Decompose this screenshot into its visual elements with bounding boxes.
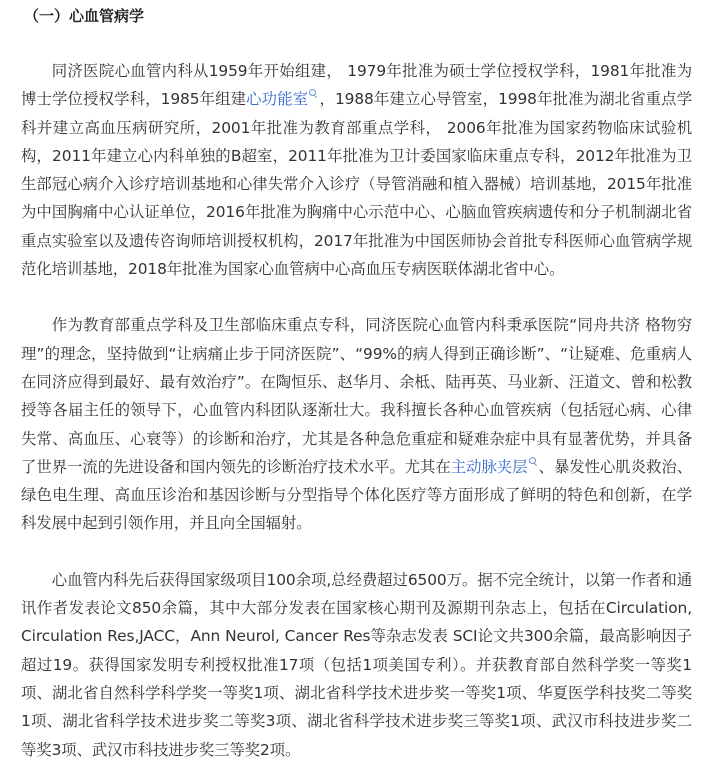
section-title: （一）心血管病学 xyxy=(24,7,145,25)
paragraph-history xyxy=(21,57,692,283)
link-cardiac-function-room[interactable]: 心功能室 xyxy=(246,90,309,109)
paragraph-text: 同济医院心血管内科从1959年开始组建， 1979年批准为硕士学位授权学科，1981年批准为博士学位授权学科，1985年组建 xyxy=(21,62,692,109)
paragraph-text: 作为教育部重点学科及卫生部临床重点专科，同济医院心血管内科秉承医院“同舟共济 格物穷理”的理念，坚持做到“让病痛止步于同济医院”、“99%的病人得到正确诊断”、“让疑难、危重病人在同济应得到最好、最有效治疗”。在陶恒乐、赵华月、余柢、陆再英、马业新、汪道文、曾和松教授等各届主任的领导下，心血管内科团队逐渐壮大。我科擅长各种心血管疾病（包括冠心病、心律失常、高血压、心衰等）的诊断和治疗，尤其是各种急危重症和疑难杂症中具有显著优势，并具备了世界一流的先进设备和国内领先的诊断治疗技术水平。尤其在 xyxy=(21,316,692,476)
paragraph-features xyxy=(21,311,692,537)
paragraph-text: 心血管内科先后获得国家级项目100余项,总经费超过6500万。据不完全统计，以第一作者和通讯作者发表论文850余篇，其中大部分发表在国家核心期刊及源期刊杂志上，包括在Circulation, Circulation Res,JACC，Ann Neurol, Cancer Res等杂志发表 SCI论文共300余篇，最高影响因子超过19。获得国家发明专利授权批准17项（包括1项美国专利）。并获教育部自然科学奖一等奖1项、湖北省自然科学科学奖一等奖1项、湖北省科学技术进步奖一等奖1项、华夏医学科技奖二等奖1项、湖北省科学技术进步奖二等奖3项、湖北省科学技术进步奖三等奖1项、武汉市科技进步奖二等奖3项、武汉市科技进步奖三等奖2项。 xyxy=(21,570,692,759)
paragraph-text: ，1988年建立心导管室，1998年批准为湖北省重点学科并建立高血压病研究所，2001年批准为教育部重点学科， 2006年批准为国家药物临床试验机构，2011年建立心内科单独的B超室，2011年批准为卫计委国家临床重点专科，2012年批准为卫生部冠心病介入诊疗培训基地和心律失常介入诊疗（导管消融和植入器械）培训基地，2015年批准为中国胸痛中心认证单位，2016年批准为胸痛中心示范中心、心脑血管疾病遗传和分子机制湖北省重点实验室以及遗传咨询师培训授权机构，2017年批准为中国医师协会首批专科医师心血管病学规范化培训基地，2018年批准为国家心血管病中心高血压专病医联体湖北省中心。 xyxy=(21,90,692,279)
paragraph-research xyxy=(21,566,692,764)
paragraph-text: 、暴发性心肌炎救治、绿色电生理、高血压诊治和基因诊断与分型指导个体化医疗等方面形成了鲜明的特色和创新，在学科发展中起到引领作用，并且向全国辐射。 xyxy=(21,457,692,533)
search-icon[interactable] xyxy=(309,89,316,96)
search-icon[interactable] xyxy=(529,457,536,464)
link-aortic-dissection[interactable]: 主动脉夹层 xyxy=(450,457,528,476)
